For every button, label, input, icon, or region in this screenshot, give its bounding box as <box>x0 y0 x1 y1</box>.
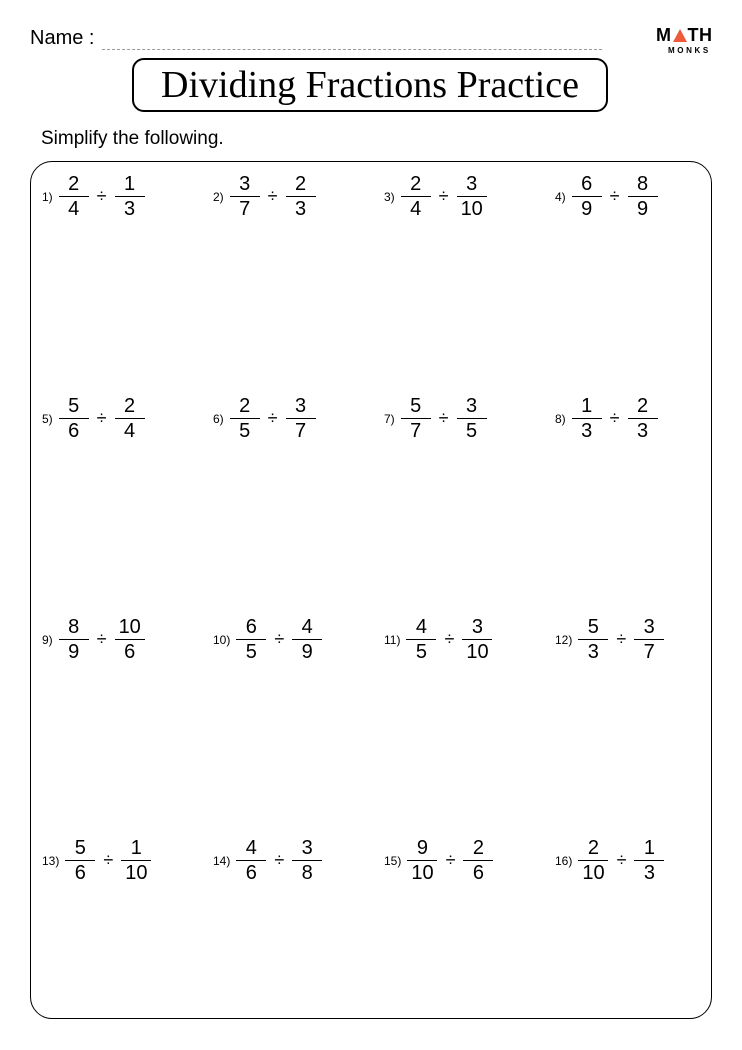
numerator: 5 <box>401 395 431 419</box>
problem-number: 13) <box>42 853 60 868</box>
divide-icon: ÷ <box>438 186 449 206</box>
divide-icon: ÷ <box>609 186 620 206</box>
math-monks-logo <box>656 26 718 55</box>
numerator: 5 <box>65 837 95 861</box>
numerator: 3 <box>286 395 316 419</box>
divide-icon: ÷ <box>274 850 285 870</box>
denominator: 4 <box>410 198 422 220</box>
denominator: 3 <box>295 198 307 220</box>
numerator: 6 <box>236 616 266 640</box>
problem-4 <box>555 173 658 220</box>
numerator: 8 <box>59 616 89 640</box>
problem-2 <box>213 173 316 220</box>
problem-number: 14) <box>213 853 231 868</box>
fraction-divisor <box>463 837 493 884</box>
fraction-divisor <box>286 395 316 442</box>
denominator: 3 <box>581 420 593 442</box>
numerator: 2 <box>230 395 260 419</box>
fraction-divisor <box>457 173 487 220</box>
fraction-divisor <box>115 616 145 663</box>
problem-number: 12) <box>555 632 573 647</box>
divide-icon: ÷ <box>616 629 627 649</box>
fraction-divisor <box>634 616 664 663</box>
problem-7 <box>384 395 487 442</box>
problems-panel <box>30 161 712 1019</box>
problem-16 <box>555 837 664 884</box>
denominator: 4 <box>124 420 136 442</box>
problem-13 <box>42 837 151 884</box>
numerator: 2 <box>578 837 608 861</box>
logo-text-left: M <box>656 25 672 45</box>
problem-number: 5) <box>42 411 53 426</box>
denominator: 9 <box>581 198 593 220</box>
denominator: 8 <box>301 862 313 884</box>
fraction-divisor <box>462 616 492 663</box>
denominator: 6 <box>472 862 485 884</box>
problem-number: 9) <box>42 632 53 647</box>
fraction-dividend <box>65 837 95 884</box>
fraction-divisor <box>121 837 151 884</box>
numerator: 2 <box>463 837 493 861</box>
fraction-dividend <box>407 837 437 884</box>
divide-icon: ÷ <box>267 408 278 428</box>
fraction-dividend <box>578 837 608 884</box>
fraction-dividend <box>578 616 608 663</box>
problem-10 <box>213 616 322 663</box>
numerator: 2 <box>401 173 431 197</box>
problem-number: 8) <box>555 411 566 426</box>
fraction-dividend <box>236 616 266 663</box>
numerator: 4 <box>292 616 322 640</box>
numerator: 3 <box>634 616 664 640</box>
fraction-dividend <box>401 173 431 220</box>
denominator: 6 <box>124 641 136 663</box>
numerator: 3 <box>457 173 487 197</box>
fraction-dividend <box>406 616 436 663</box>
problem-number: 6) <box>213 411 224 426</box>
numerator: 3 <box>230 173 260 197</box>
denominator: 7 <box>410 420 422 442</box>
numerator: 2 <box>628 395 658 419</box>
fraction-divisor <box>286 173 316 220</box>
problem-number: 7) <box>384 411 395 426</box>
denominator: 10 <box>411 862 434 884</box>
problem-9 <box>42 616 145 663</box>
denominator: 9 <box>637 198 649 220</box>
page-title: Dividing Fractions Practice <box>161 64 579 106</box>
name-row <box>30 26 602 50</box>
fraction-divisor <box>115 395 145 442</box>
denominator: 4 <box>68 198 80 220</box>
problem-14 <box>213 837 322 884</box>
divide-icon: ÷ <box>267 186 278 206</box>
denominator: 6 <box>74 862 86 884</box>
problem-number: 11) <box>384 632 401 647</box>
numerator: 10 <box>115 616 145 640</box>
divide-icon: ÷ <box>103 850 114 870</box>
denominator: 5 <box>415 641 428 663</box>
instructions: Simplify the following. <box>41 128 224 149</box>
numerator: 1 <box>121 837 151 861</box>
problem-number: 4) <box>555 189 566 204</box>
divide-icon: ÷ <box>445 850 456 870</box>
triangle-icon <box>673 29 687 42</box>
denominator: 10 <box>125 862 148 884</box>
denominator: 6 <box>245 862 257 884</box>
denominator: 10 <box>466 641 489 663</box>
divide-icon: ÷ <box>444 629 455 649</box>
problem-3 <box>384 173 487 220</box>
fraction-dividend <box>572 395 602 442</box>
divide-icon: ÷ <box>274 629 285 649</box>
logo-text-right: TH <box>687 25 713 45</box>
denominator: 6 <box>68 420 80 442</box>
denominator: 9 <box>301 641 313 663</box>
fraction-dividend <box>401 395 431 442</box>
fraction-dividend <box>59 616 89 663</box>
problem-number: 16) <box>555 853 573 868</box>
fraction-divisor <box>292 616 322 663</box>
fraction-dividend <box>572 173 602 220</box>
fraction-divisor <box>457 395 487 442</box>
numerator: 5 <box>578 616 608 640</box>
name-line[interactable] <box>102 29 602 50</box>
problem-number: 1) <box>42 189 53 204</box>
divide-icon: ÷ <box>96 186 107 206</box>
numerator: 1 <box>572 395 602 419</box>
numerator: 3 <box>457 395 487 419</box>
divide-icon: ÷ <box>96 408 107 428</box>
problem-number: 10) <box>213 632 231 647</box>
denominator: 3 <box>637 420 649 442</box>
fraction-divisor <box>628 173 658 220</box>
numerator: 3 <box>462 616 492 640</box>
denominator: 9 <box>68 641 80 663</box>
numerator: 1 <box>634 837 664 861</box>
denominator: 10 <box>460 198 483 220</box>
name-label: Name : <box>30 27 95 49</box>
fraction-divisor <box>634 837 664 884</box>
fraction-dividend <box>59 173 89 220</box>
problem-8 <box>555 395 658 442</box>
problem-number: 3) <box>384 189 395 204</box>
denominator: 5 <box>466 420 478 442</box>
divide-icon: ÷ <box>96 629 107 649</box>
denominator: 3 <box>124 198 136 220</box>
numerator: 5 <box>59 395 89 419</box>
divide-icon: ÷ <box>616 850 627 870</box>
numerator: 2 <box>115 395 145 419</box>
denominator: 5 <box>239 420 251 442</box>
fraction-dividend <box>59 395 89 442</box>
denominator: 5 <box>245 641 257 663</box>
numerator: 9 <box>407 837 437 861</box>
numerator: 1 <box>115 173 145 197</box>
denominator: 7 <box>295 420 307 442</box>
fraction-divisor <box>292 837 322 884</box>
problem-number: 2) <box>213 189 224 204</box>
numerator: 4 <box>236 837 266 861</box>
denominator: 10 <box>582 862 605 884</box>
problem-11 <box>384 616 493 663</box>
numerator: 6 <box>572 173 602 197</box>
fraction-dividend <box>236 837 266 884</box>
denominator: 7 <box>643 641 655 663</box>
numerator: 8 <box>628 173 658 197</box>
denominator: 7 <box>239 198 251 220</box>
divide-icon: ÷ <box>438 408 449 428</box>
fraction-divisor <box>628 395 658 442</box>
problem-12 <box>555 616 664 663</box>
title-box <box>132 58 608 112</box>
denominator: 3 <box>643 862 656 884</box>
numerator: 4 <box>406 616 436 640</box>
fraction-dividend <box>230 173 260 220</box>
numerator: 2 <box>59 173 89 197</box>
problem-number: 15) <box>384 853 402 868</box>
fraction-divisor <box>115 173 145 220</box>
problem-15 <box>384 837 493 884</box>
numerator: 2 <box>286 173 316 197</box>
numerator: 3 <box>292 837 322 861</box>
fraction-dividend <box>230 395 260 442</box>
problem-1 <box>42 173 145 220</box>
logo-subtext: MONKS <box>668 46 711 55</box>
divide-icon: ÷ <box>609 408 620 428</box>
denominator: 3 <box>587 641 599 663</box>
problem-6 <box>213 395 316 442</box>
problem-5 <box>42 395 145 442</box>
